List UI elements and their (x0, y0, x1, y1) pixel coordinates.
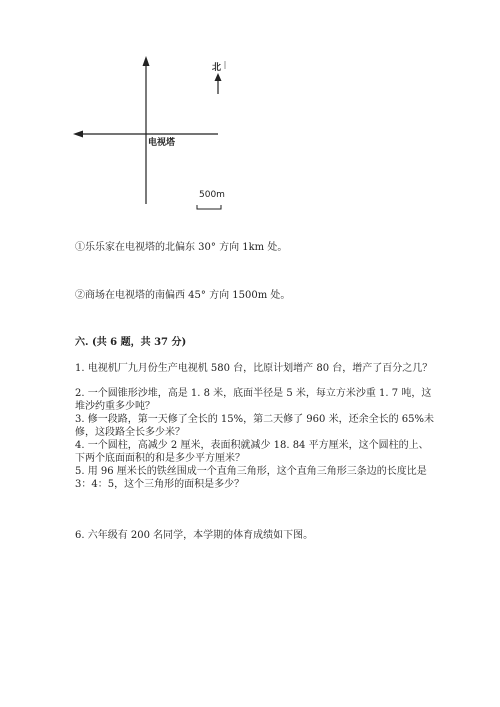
north-label: 北 (212, 63, 222, 73)
problem-5-cont: 3：4：5，这个三角形的面积是多少？ (75, 479, 245, 490)
problem-3: 3. 修一段路，第一天修了全长的 15%，第二天修了 960 米，还余全长的 65%未 (75, 414, 434, 425)
problem-1: 1. 电视机厂九月份生产电视机 580 台，比原计划增产 80 台，增产了百分之几？ (75, 363, 433, 374)
problem-2-cont: 堆沙约重多少吨？ (75, 401, 155, 412)
tv-tower-label: 电视塔 (148, 138, 176, 148)
problem-6: 6. 六年级有 200 名同学，本学期的体育成绩如下图。 (75, 530, 314, 541)
problem-3-cont: 修，这段路全长多少米？ (75, 427, 185, 438)
problem-4-cont: 下两个底面面积的和是多少平方厘米？ (75, 453, 245, 464)
problem-4: 4. 一个圆柱，高减少 2 厘米，表面积就减少 18. 84 平方厘米，这个圆柱的上、 (75, 440, 429, 451)
problem-5: 5. 用 96 厘米长的铁丝围成一个直角三角形，这个直角三角形三条边的长度比是 (75, 466, 427, 477)
task-item-2: ②商场在电视塔的南偏西 45° 方向 1500m 处。 (75, 290, 291, 301)
task-item-1: ①乐乐家在电视塔的北偏东 30° 方向 1km 处。 (75, 242, 288, 253)
section-title: 六. (共 6 题，共 37 分) (75, 337, 187, 348)
scale-label: 500m (199, 190, 225, 200)
direction-diagram (0, 0, 500, 230)
vertical-arrowhead (143, 56, 150, 66)
problem-2: 2. 一个圆锥形沙堆，高是 1. 8 米，底面半径是 5 米，每立方米沙重 1. 7 吨，这 (75, 388, 432, 399)
horizontal-arrowhead (73, 131, 83, 138)
scale-bar (197, 205, 221, 209)
